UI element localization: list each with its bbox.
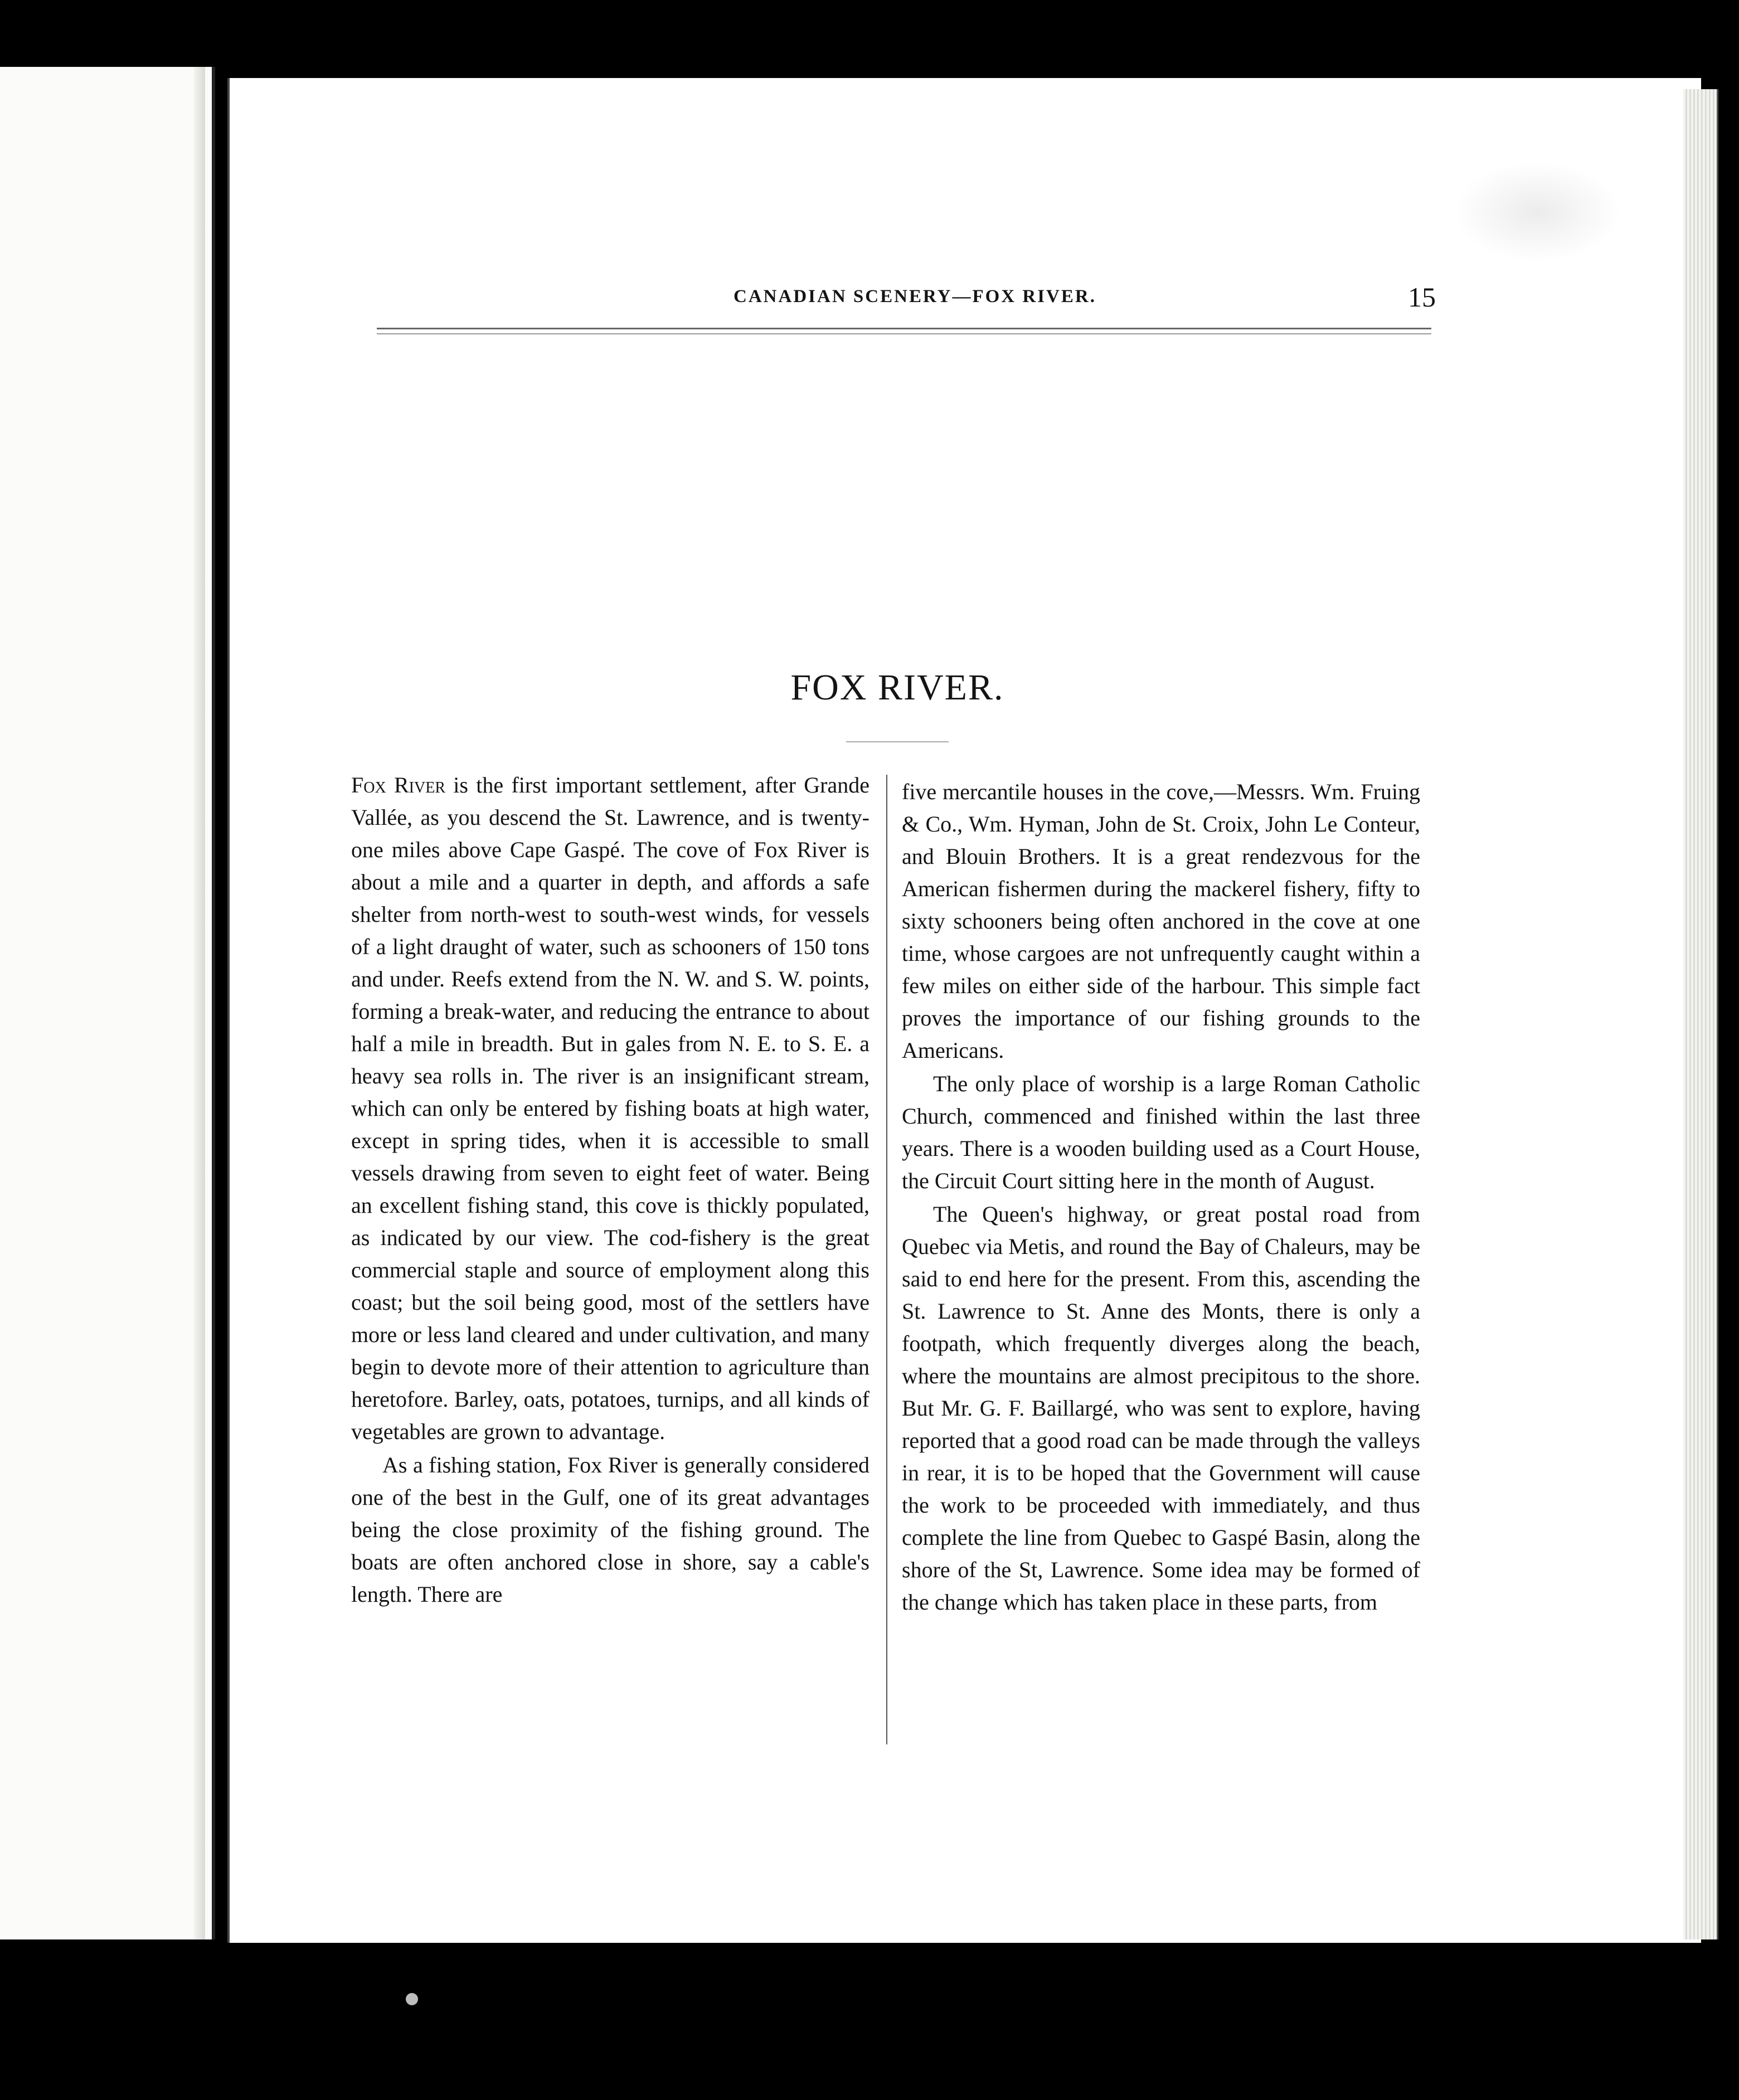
paragraph: As a fishing station, Fox River is generally considered one of the best in the Gulf, one of its great advantages being the close proximity of the fishing ground. The boats are often anchored close in shore, say a cable's length. There are bbox=[351, 1452, 870, 1607]
right-text-column bbox=[902, 776, 1420, 1618]
header-rule-secondary bbox=[377, 333, 1431, 334]
column-divider bbox=[886, 775, 887, 1744]
paragraph-text: is the first important settlement, after Grande Vallée, as you descend the St. Lawrence, and is twenty-one miles above Cape Gaspé. The cove of Fox River is about a mile and a quarter in depth, and affords a safe shelter from north-west to south-west winds, for vessels of a light draught of water, such as schooners of 150 tons and under. Reefs extend from the N. W. and S. W. points, forming a break-water, and reducing the entrance to about half a mile in breadth. But in gales from N. E. to S. E. a heavy sea rolls in. The river is an insignificant stream, which can only be entered by fishing boats at high water, except in spring tides, when it is accessible to small vessels drawing from seven to eight feet of water. Being an excellent fishing stand, this cove is thickly populated, as indicated by our view. The cod-fishery is the great commercial staple and source of employment along this coast; but the soil being good, most of the settlers have more or less land cleared and under cultivation, and many begin to devote more of their attention to agriculture than heretofore. Barley, oats, potatoes, turnips, and all kinds of vegetables are grown to advantage. bbox=[351, 772, 870, 1444]
left-text-column bbox=[351, 769, 870, 1611]
chapter-title: FOX RIVER. bbox=[790, 667, 1004, 708]
running-head: CANADIAN SCENERY—FOX RIVER. bbox=[734, 286, 1096, 307]
facing-page-edge bbox=[194, 67, 205, 1939]
page-number: 15 bbox=[1408, 281, 1436, 313]
header-rule bbox=[377, 328, 1431, 329]
page-edges bbox=[1683, 89, 1718, 1939]
lead-small-caps: Fox River bbox=[351, 772, 445, 798]
paragraph bbox=[351, 769, 870, 1448]
paragraph: five mercantile houses in the cove,—Messrs. Wm. Fruing & Co., Wm. Hyman, John de St. Croix, John Le Conteur, and Blouin Brothers. It is a great rendezvous for the American fishermen during the mackerel fishery, fifty to sixty schooners being often anchored in the cove at one time, whose cargoes are not unfrequently caught within a few miles on either side of the harbour. This simple fact proves the importance of our fishing grounds to the Americans. bbox=[902, 779, 1420, 1063]
ink-speck bbox=[406, 1993, 418, 2005]
paragraph: The Queen's highway, or great postal road from Quebec via Metis, and round the Bay of Chaleurs, may be said to end here for the present. From this, ascending the St. Lawrence to St. Anne des Monts, there is only a footpath, which frequently diverges along the beach, where the mountains are almost precipitous to the shore. But Mr. G. F. Baillargé, who was sent to explore, having reported that a good road can be made through the valleys in rear, it is to be hoped that the Government will cause the work to be proceeded with immediately, and thus complete the line from Quebec to Gaspé Basin, along the shore of the St, Lawrence. Some idea may be formed of the change which has taken place in these parts, from bbox=[902, 1202, 1420, 1615]
facing-page bbox=[0, 67, 215, 1939]
title-rule bbox=[846, 741, 949, 742]
page-smudge bbox=[1454, 162, 1621, 262]
paragraph: The only place of worship is a large Roman Catholic Church, commenced and finished within the last three years. There is a wooden building used as a Court House, the Circuit Court sitting here in the month of August. bbox=[902, 1071, 1420, 1193]
